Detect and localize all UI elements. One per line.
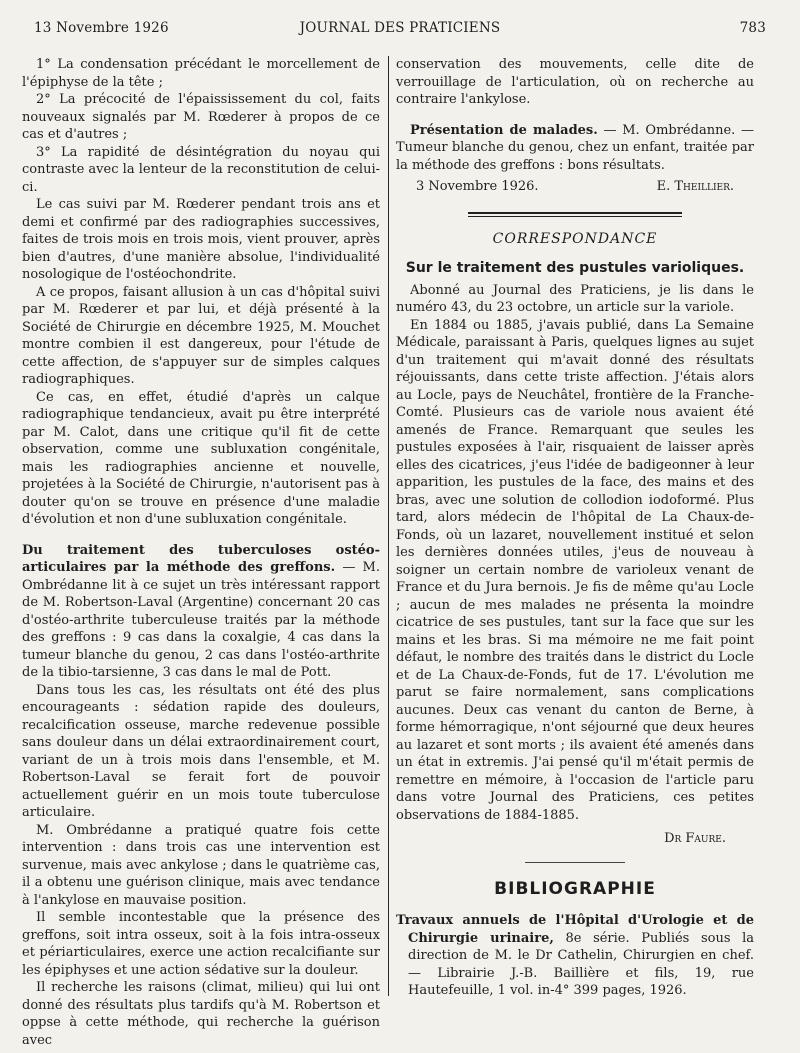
paragraph-presentation: Présentation de malades. — M. Ombrédanne. — Tumeur blanche du genou, chez un enfant, traitée par la méthode des greffons : bons résultats. [396, 122, 754, 173]
section-title: CORRESPONDANCE [492, 230, 658, 247]
short-rule [525, 862, 625, 863]
bibliography-entry [396, 912, 754, 1000]
paragraph-greffons: Du traitement des tuberculoses ostéo-articulaires par la méthode des greffons. — M. Ombrédanne lit à ce sujet un très intéressant rapport de M. Robertson-Laval (Argentine) concernant 20 cas d'ostéo-arthrite tuberculeuse traités par la méthode des greffons : 9 cas dans la coxalgie, 4 cas dans la tumeur blanche du genou, 2 cas dans l'ostéo-arthrite de la tibio-tarsienne, 3 cas dans le mal de Pott. [22, 542, 380, 680]
paragraph: Il semble incontestable que la présence des greffons, soit intra osseux, soit à la fois intra-osseux et périarticulaires, exerce une action recalcifiante sur les épiphyses et une action sédative sur la douleur. [22, 910, 380, 978]
paragraph: Le cas suivi par M. Rœderer pendant trois ans et demi et confirmé par des radiographies successives, faites de trois mois en trois mois, vient prouver, après bien d'autres, d'une manière absolue, l'individualité nosologique de l'ostéochondrite. [22, 197, 380, 282]
paragraph: Il recherche les raisons (climat, milieu) qui lui ont donné des résultats plus tardifs qu'à M. Robertson et oppse à cette méthode, qui recherche la guérison avec [22, 980, 380, 1048]
paragraph: 3° La rapidité de désintégration du noyau qui contraste avec la lenteur de la reconstitution de celui-ci. [22, 144, 380, 195]
right-column [396, 56, 754, 1000]
signature-line [396, 178, 754, 196]
signature-date: 3 Novembre 1926. [416, 179, 539, 194]
page-header [34, 20, 766, 42]
paragraph: M. Ombrédanne a pratiqué quatre fois cette intervention : dans trois cas une intervention est survenue, mais avec ankylose ; dans le quatrième cas, il a obtenu une guérison clinique, mais avec tendance à l'ankylose en mauvaise position. [22, 822, 380, 908]
paragraph: Dans tous les cas, les résultats ont été des plus encourageants : sédation rapide des douleurs, recalcification osseuse, marche redevenue possible sans douleur dans un délai extraordinairement court, variant de un à trois mois dans l'ensemble, et M. Robertson-Laval se ferait fort de pouvoir actuellement guérir en un mois toute tuberculose articulaire. [22, 682, 380, 820]
double-rule [468, 212, 682, 217]
subheading: Présentation de malades. [410, 122, 598, 138]
bib-title: Travaux annuels de l'Hôpital d'Urologie et de Chirurgie urinaire, [396, 913, 754, 946]
signature-faure: Dr Faure. [664, 831, 726, 846]
signature-name: E. Theillier. [656, 179, 734, 194]
header-page-number: 783 [739, 20, 766, 36]
header-date: 13 Novembre 1926 [34, 20, 169, 36]
bibliography-title: BIBLIOGRAPHIE [494, 878, 656, 899]
paragraph: En 1884 ou 1885, j'avais publié, dans La Semaine Médicale, paraissant à Paris, quelques lignes au sujet d'un traitement qui m'avait donné des résultats réjouissants, dans cette triste affection. J'étais alors au Locle, pays de Neuchâtel, frontière de la Franche-Comté. Plusieurs cas de variole nous avaient été amenés de France. Remarquant que seules les pustules exposées à l'air, risquaient de laisser après elles des cicatrices, j'eus l'idée de badigeonner à leur apparition, les pustules de la face, des mains et des bras, avec une solution de collodion iodoformé. Plus tard, alors médecin de l'hôpital de La Chaux-de-Fonds, où un lazaret, nouvellement institué et selon les dernières données utiles, j'eus de nouveau à soigner un certain nombre de varioleux venant de France et du Jura bernois. Je fis de même qu'au Locle ; aucun de mes malades ne présenta la moindre cicatrice de ses pustules, tant sur la face que sur les mains et les bras. Si ma mémoire ne me fait point défaut, le nombre des traités dans le district du Locle et de La Chaux-de-Fonds, fut de 17. L'évolution me parut se faire normalement, sans complications aucunes. Deux cas venant du canton de Berne, à forme hémorragique, n'ont séjourné que deux heures au lazaret et sont morts ; ils avaient été amenés dans un état in extremis. J'ai pensé qu'il m'était permis de remettre en mémoire, à l'occasion de l'article paru dans votre Journal des Praticiens, ces petites observations de 1884-1885. [396, 317, 754, 823]
header-journal-title: JOURNAL DES PRATICIENS [299, 20, 501, 36]
paragraph: 1° La condensation précédant le morcellement de l'épiphyse de la tête ; [22, 57, 380, 90]
bib-text: 8e série. Publiés sous la direction de M. le Dr Cathelin, Chirurgien en chef. — Librairie J.-B. Baillière et fils, 19, rue Hautefeuille, 1 vol. in-4° 399 pages, 1926. [408, 930, 754, 998]
article-title: Sur le traitement des pustules varioliques. [405, 260, 745, 276]
paragraph: A ce propos, faisant allusion à un cas d'hôpital suivi par M. Rœderer et par lui, et déjà présenté à la Société de Chirurgie en décembre 1925, M. Mouchet montre combien il est dangereux, pour l'étude de cette affection, de s'appuyer sur de simples calques radiographiques. [22, 284, 380, 387]
subheading: Du traitement des tuberculoses ostéo-articulaires par la méthode des greffons. [22, 542, 380, 575]
paragraph: Ce cas, en effet, étudié d'après un calque radiographique tendancieux, avait pu être interprété par M. Calot, dans une critique qu'il fit de cette observation, comme une subluxation congénitale, mais les radiographies ancienne et nouvelle, projetées à la Société de Chirurgie, n'autorisent pas à douter qu'on se trouve en présence d'une maladie d'évolution et non d'une subluxation congénitale. [22, 389, 380, 527]
left-column [22, 56, 380, 1049]
paragraph: 2° La précocité de l'épaississement du col, faits nouveaux signalés par M. Rœderer à propos de ce cas et d'autres ; [22, 92, 380, 142]
column-divider [388, 56, 389, 996]
paragraph: Abonné au Journal des Praticiens, je lis dans le numéro 43, du 23 octobre, un article sur la variole. [396, 282, 754, 315]
paragraph: conservation des mouvements, celle dite de verrouillage de l'articulation, où on recherche au contraire l'ankylose. [396, 57, 754, 107]
